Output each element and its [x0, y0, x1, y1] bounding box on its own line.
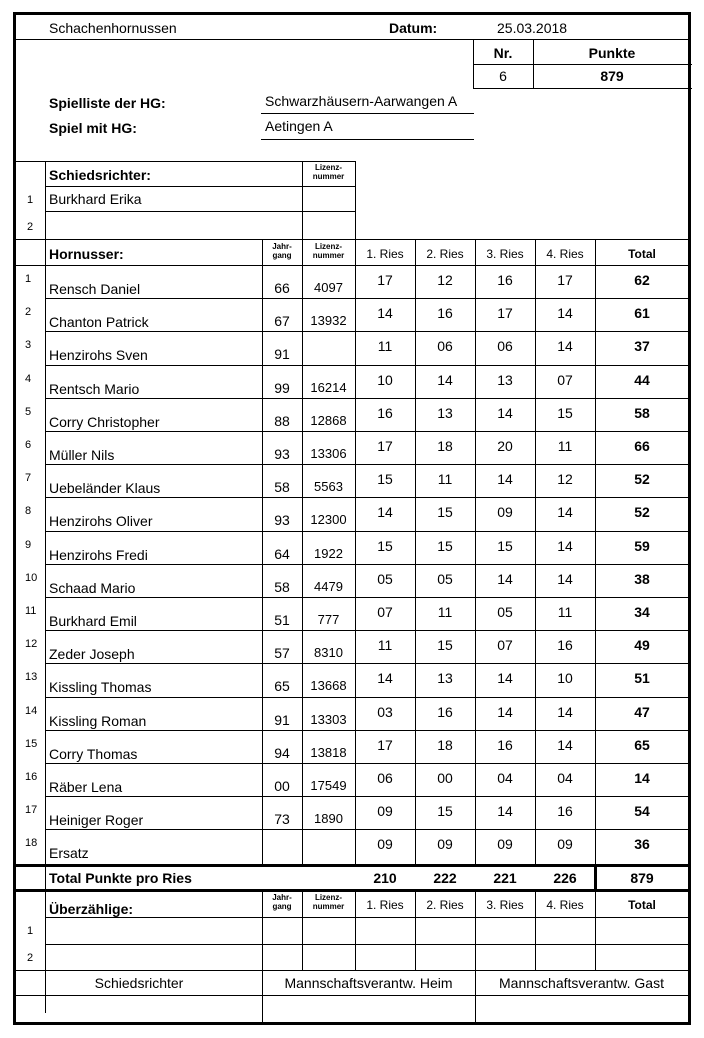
- player-name: Corry Christopher: [49, 413, 160, 430]
- player-ries2: 11: [437, 471, 453, 488]
- player-row-num: 16: [25, 771, 38, 783]
- player-ries1: 06: [377, 770, 393, 786]
- player-ries2: 15: [437, 504, 453, 521]
- player-name: Henzirohs Oliver: [49, 513, 153, 530]
- referee-row-num: 1: [27, 194, 34, 206]
- player-row-num: 8: [25, 505, 32, 518]
- player-row-num: 11: [25, 605, 37, 617]
- player-row-num: 15: [25, 737, 38, 750]
- player-ries3: 14: [497, 703, 513, 720]
- player-ries4: 11: [557, 604, 573, 620]
- player-ries1: 14: [377, 670, 393, 687]
- player-ries3: 09: [497, 836, 513, 853]
- player-total: 58: [634, 404, 650, 421]
- punkte-label: Punkte: [588, 45, 636, 61]
- ries4-header: 4. Ries: [546, 247, 584, 261]
- player-ries4: 12: [557, 471, 573, 488]
- player-ries1: 17: [377, 736, 393, 753]
- ries2-header: 2. Ries: [426, 247, 464, 261]
- player-ries3: 16: [497, 736, 513, 753]
- player-ries2: 13: [437, 404, 453, 421]
- total-ries4: 226: [553, 870, 577, 886]
- punkte-value: 879: [600, 68, 624, 84]
- referee-row-num: 2: [27, 221, 34, 233]
- extras-row-num: 1: [27, 925, 34, 937]
- player-lizenz: 16214: [310, 379, 347, 395]
- player-lizenz: 1890: [314, 811, 343, 827]
- player-ries3: 07: [497, 637, 513, 654]
- player-row-num: 12: [25, 638, 38, 651]
- player-total: 66: [634, 438, 650, 454]
- player-jahrgang: 91: [274, 711, 290, 728]
- extras-row-num: 2: [27, 952, 34, 964]
- player-row-num: 13: [25, 671, 38, 684]
- player-ries2: 05: [437, 570, 453, 587]
- player-name: Chanton Patrick: [49, 314, 149, 331]
- nr-label: Nr.: [493, 45, 513, 61]
- player-jahrgang: 88: [274, 412, 290, 429]
- total-ries1: 210: [373, 870, 397, 886]
- extras-lizenz-header: Lizenz- nummer: [312, 893, 345, 911]
- player-lizenz: 13303: [310, 711, 347, 727]
- lizenz-header: Lizenz- nummer: [312, 242, 345, 260]
- player-total: 14: [634, 770, 650, 786]
- player-jahrgang: 57: [274, 645, 290, 662]
- player-lizenz: 4097: [314, 280, 343, 295]
- player-total: 37: [634, 338, 650, 355]
- player-ries2: 13: [437, 670, 453, 687]
- player-ries3: 04: [497, 770, 513, 786]
- player-row-num: 18: [25, 837, 38, 850]
- player-total: 59: [634, 537, 650, 554]
- extras-ries3-header: 3. Ries: [486, 898, 524, 912]
- player-ries4: 14: [557, 703, 573, 720]
- player-row-num: 7: [25, 472, 32, 485]
- player-lizenz: 13932: [310, 313, 347, 329]
- player-total: 34: [634, 604, 650, 620]
- total-header: Total: [628, 247, 656, 261]
- player-name: Rensch Daniel: [49, 281, 141, 297]
- player-jahrgang: 94: [274, 744, 290, 761]
- signature-heim: Mannschaftsverantw. Heim: [284, 975, 453, 991]
- player-ries1: 17: [377, 272, 393, 288]
- player-lizenz: 5563: [314, 479, 343, 495]
- datum-value: 25.03.2018: [497, 20, 568, 36]
- player-ries1: 11: [377, 338, 393, 355]
- player-jahrgang: 93: [274, 446, 290, 462]
- extras-ries1-header: 1. Ries: [366, 898, 404, 912]
- player-jahrgang: 65: [274, 678, 290, 695]
- player-ries1: 15: [377, 537, 393, 554]
- extras-total-header: Total: [628, 898, 656, 912]
- player-ries4: 14: [557, 338, 573, 355]
- player-ries1: 07: [377, 604, 393, 620]
- player-name: Corry Thomas: [49, 745, 138, 762]
- player-name: Ersatz: [49, 845, 89, 862]
- jahrgang-header: Jahr- gang: [272, 242, 292, 260]
- player-ries2: 06: [437, 338, 453, 355]
- player-ries1: 05: [377, 570, 393, 587]
- player-lizenz: 13818: [310, 744, 347, 760]
- player-total: 49: [634, 637, 650, 654]
- player-ries4: 07: [557, 371, 573, 388]
- player-name: Rentsch Mario: [49, 380, 140, 397]
- player-name: Henzirohs Sven: [49, 347, 148, 364]
- player-total: 61: [634, 305, 650, 322]
- player-ries1: 14: [377, 504, 393, 521]
- player-ries4: 14: [557, 736, 573, 753]
- extras-heading: Überzählige:: [49, 901, 134, 917]
- spiel-mit-label: Spiel mit HG:: [49, 120, 137, 136]
- spielliste-value: Schwarzhäusern-Aarwangen A: [265, 93, 458, 109]
- player-ries3: 20: [497, 438, 513, 454]
- ries1-header: 1. Ries: [366, 247, 404, 261]
- player-ries2: 15: [437, 637, 453, 654]
- player-jahrgang: 91: [274, 346, 290, 363]
- total-ries2: 222: [433, 870, 457, 886]
- player-name: Müller Nils: [49, 447, 115, 463]
- player-ries2: 18: [437, 736, 453, 753]
- player-row-num: 5: [25, 405, 32, 418]
- player-ries4: 16: [557, 637, 573, 654]
- player-lizenz: 4479: [314, 578, 343, 594]
- score-sheet: [13, 12, 691, 1025]
- player-ries2: 15: [437, 537, 453, 554]
- player-ries1: 03: [377, 703, 393, 720]
- player-ries1: 10: [377, 371, 393, 388]
- player-row-num: 3: [25, 339, 32, 352]
- player-ries3: 14: [497, 803, 513, 820]
- referee-name: Burkhard Erika: [49, 191, 142, 207]
- player-ries2: 11: [437, 604, 453, 620]
- player-jahrgang: 93: [274, 512, 290, 529]
- player-total: 44: [634, 371, 650, 388]
- player-ries2: 16: [437, 305, 453, 322]
- spielliste-label: Spielliste der HG:: [49, 95, 166, 111]
- player-lizenz: 8310: [314, 645, 343, 661]
- player-row-num: 1: [25, 273, 32, 285]
- player-name: Heiniger Roger: [49, 812, 144, 829]
- player-ries3: 14: [497, 570, 513, 587]
- signature-gast: Mannschaftsverantw. Gast: [499, 975, 664, 991]
- player-row-num: 6: [25, 439, 32, 451]
- player-lizenz: 17549: [310, 778, 347, 793]
- player-name: Räber Lena: [49, 779, 123, 795]
- player-ries4: 14: [557, 305, 573, 322]
- extras-ries2-header: 2. Ries: [426, 898, 464, 912]
- player-jahrgang: 64: [274, 545, 290, 562]
- player-total: 36: [634, 836, 650, 853]
- player-total: 54: [634, 803, 650, 820]
- player-name: Uebeländer Klaus: [49, 480, 161, 497]
- player-jahrgang: 67: [274, 313, 290, 330]
- extras-ries4-header: 4. Ries: [546, 898, 584, 912]
- player-ries1: 11: [377, 637, 393, 654]
- player-jahrgang: 99: [274, 379, 290, 396]
- signature-schiedsrichter: Schiedsrichter: [94, 975, 184, 991]
- player-ries3: 05: [497, 604, 513, 620]
- player-jahrgang: 58: [274, 479, 290, 496]
- player-name: Henzirohs Fredi: [49, 546, 148, 563]
- player-ries4: 11: [557, 438, 573, 454]
- player-name: Burkhard Emil: [49, 613, 137, 629]
- player-ries4: 14: [557, 537, 573, 554]
- player-ries1: 16: [377, 404, 393, 421]
- player-name: Zeder Joseph: [49, 646, 135, 663]
- player-total: 62: [634, 272, 650, 288]
- player-total: 51: [634, 670, 650, 687]
- sheet-title: Schachenhornussen: [49, 20, 177, 36]
- player-name: Kissling Thomas: [49, 679, 152, 696]
- spiel-mit-value: Aetingen A: [265, 118, 333, 134]
- player-ries3: 15: [497, 537, 513, 554]
- player-ries4: 14: [557, 504, 573, 521]
- player-total: 52: [634, 471, 650, 488]
- player-ries3: 14: [497, 471, 513, 488]
- player-ries2: 15: [437, 803, 453, 820]
- player-ries4: 14: [557, 570, 573, 587]
- player-ries1: 17: [377, 438, 393, 454]
- player-lizenz: 1922: [314, 545, 343, 561]
- player-total: 65: [634, 736, 650, 753]
- player-row-num: 10: [25, 571, 38, 584]
- player-ries2: 14: [437, 371, 453, 388]
- player-ries3: 16: [497, 272, 513, 288]
- referees-heading: Schiedsrichter:: [49, 167, 151, 183]
- player-ries1: 14: [377, 305, 393, 322]
- player-ries4: 04: [557, 770, 573, 786]
- player-name: Schaad Mario: [49, 579, 136, 596]
- ries3-header: 3. Ries: [486, 247, 524, 261]
- player-ries4: 17: [557, 272, 573, 288]
- player-ries4: 15: [557, 404, 573, 421]
- players-heading: Hornusser:: [49, 246, 124, 262]
- player-ries3: 14: [497, 404, 513, 421]
- player-ries2: 00: [437, 770, 453, 786]
- player-lizenz: 13306: [310, 446, 347, 461]
- player-lizenz: 12300: [310, 512, 347, 528]
- player-jahrgang: 58: [274, 578, 290, 595]
- player-total: 47: [634, 703, 650, 720]
- player-ries4: 09: [557, 836, 573, 853]
- player-row-num: 14: [25, 704, 38, 717]
- datum-label: Datum:: [389, 20, 438, 36]
- totals-label: Total Punkte pro Ries: [49, 870, 192, 886]
- player-lizenz: 777: [317, 612, 340, 627]
- player-name: Kissling Roman: [49, 712, 147, 729]
- player-ries1: 09: [377, 836, 393, 853]
- player-ries3: 17: [497, 305, 513, 322]
- player-jahrgang: 66: [274, 280, 290, 296]
- player-ries3: 09: [497, 504, 513, 521]
- player-row-num: 17: [25, 804, 38, 817]
- player-ries2: 18: [437, 438, 453, 454]
- total-grand: 879: [630, 870, 654, 886]
- player-ries3: 06: [497, 338, 513, 355]
- player-row-num: 9: [25, 538, 32, 551]
- player-ries1: 15: [377, 471, 393, 488]
- player-ries4: 10: [557, 670, 573, 687]
- player-ries4: 16: [557, 803, 573, 820]
- extras-jahrgang-header: Jahr- gang: [272, 893, 292, 911]
- player-lizenz: 12868: [310, 412, 347, 428]
- player-ries2: 16: [437, 703, 453, 720]
- total-ries3: 221: [493, 870, 517, 886]
- player-ries1: 09: [377, 803, 393, 820]
- player-row-num: 2: [25, 306, 32, 319]
- player-jahrgang: 00: [274, 778, 290, 794]
- player-total: 52: [634, 504, 650, 521]
- player-jahrgang: 73: [274, 811, 290, 828]
- referees-lizenz-header: Lizenz- nummer: [312, 163, 345, 181]
- player-ries2: 12: [437, 272, 453, 288]
- player-row-num: 4: [25, 372, 32, 385]
- player-total: 38: [634, 570, 650, 587]
- nr-value: 6: [499, 68, 507, 84]
- player-ries3: 13: [497, 371, 513, 388]
- player-ries3: 14: [497, 670, 513, 687]
- player-ries2: 09: [437, 836, 453, 853]
- player-lizenz: 13668: [310, 678, 347, 694]
- player-jahrgang: 51: [274, 612, 290, 628]
